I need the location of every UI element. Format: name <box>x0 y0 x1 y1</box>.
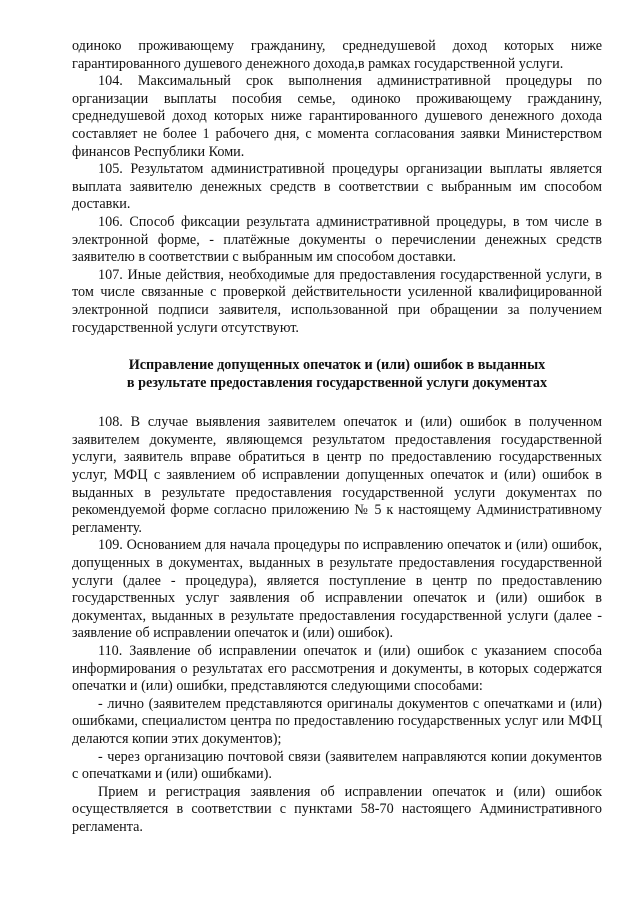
paragraph-109: 109. Основанием для начала процедуры по исправлению опечаток и (или) ошибок, допущенных в документах, выданных в результате предоставления государственной услуги (далее - процедура), является поступление в центр по предоставлению государственных услуг заявления об исправлении опечаток и (или) ошибок в документах, выданных в результате предоставления государственной услуги (далее - заявление об исправлении опечаток и (или) ошибок). <box>72 537 602 642</box>
list-item-in-person: - лично (заявителем представляются оригиналы документов с опечатками и (или) ошибками, специалистом центра по предоставлению государственных услуг или МФЦ делаются копии этих документов); <box>72 695 602 747</box>
paragraph-registration: Прием и регистрация заявления об исправлении опечаток и (или) ошибок осуществляется в соответствии с пунктами 58-70 настоящего Административного регламента. <box>72 783 602 835</box>
paragraph-continuation: одиноко проживающему гражданину, среднедушевой доход которых ниже гарантированного душевого денежного дохода,в рамках государственной услуги. <box>72 38 602 72</box>
paragraph-106: 106. Способ фиксации результата административной процедуры, в том числе в электронной форме, - платёжные документы о перечислении денежных средств заявителю в соответствии с выбранным им способом доставки. <box>72 213 602 266</box>
list-item-by-post: - через организацию почтовой связи (заявителем направляются копии документов с опечатками и (или) ошибками). <box>72 748 602 783</box>
paragraph-105: 105. Результатом административной процедуры организации выплаты является выплата заявителю денежных средств в соответствии с выбранным им способом доставки. <box>72 161 602 213</box>
section-heading-line-2: в результате предоставления государственной услуги документах <box>126 374 548 391</box>
paragraph-108: 108. В случае выявления заявителем опечаток и (или) ошибок в полученном заявителем документе, являющемся результатом предоставления государственной услуги, заявитель вправе обратиться в центр по предоставлению государственных услуг, МФЦ с заявлением об исправлении допущенных опечаток и (или) ошибок в выданных в результате предоставления государственной услуги документах по рекомендуемой форме согласно приложению № 5 к настоящему Административному регламенту. <box>72 414 602 536</box>
section-heading-line-1: Исправление допущенных опечаток и (или) ошибок в выданных <box>128 357 546 374</box>
paragraph-107: 107. Иные действия, необходимые для предоставления государственной услуги, в том числе связанные с проверкой действительности усиленной квалифицированной электронной подписи заявителя, использованной при обращении за получением государственной услуги отсутствуют. <box>72 266 602 336</box>
paragraph-104: 104. Максимальный срок выполнения административной процедуры по организации выплаты пособия семье, одиноко проживающему гражданину, среднедушевой доход которых ниже гарантированного душевого денежного дохода составляет не более 1 рабочего дня, с момента согласования заявки Министерством финансов Республики Коми. <box>72 73 602 160</box>
section-heading <box>72 357 602 392</box>
paragraph-110: 110. Заявление об исправлении опечаток и (или) ошибок с указанием способа информирования о результатах его рассмотрения и документы, в которых содержатся опечатки и (или) ошибки, представляются следующими способами: <box>72 643 602 695</box>
